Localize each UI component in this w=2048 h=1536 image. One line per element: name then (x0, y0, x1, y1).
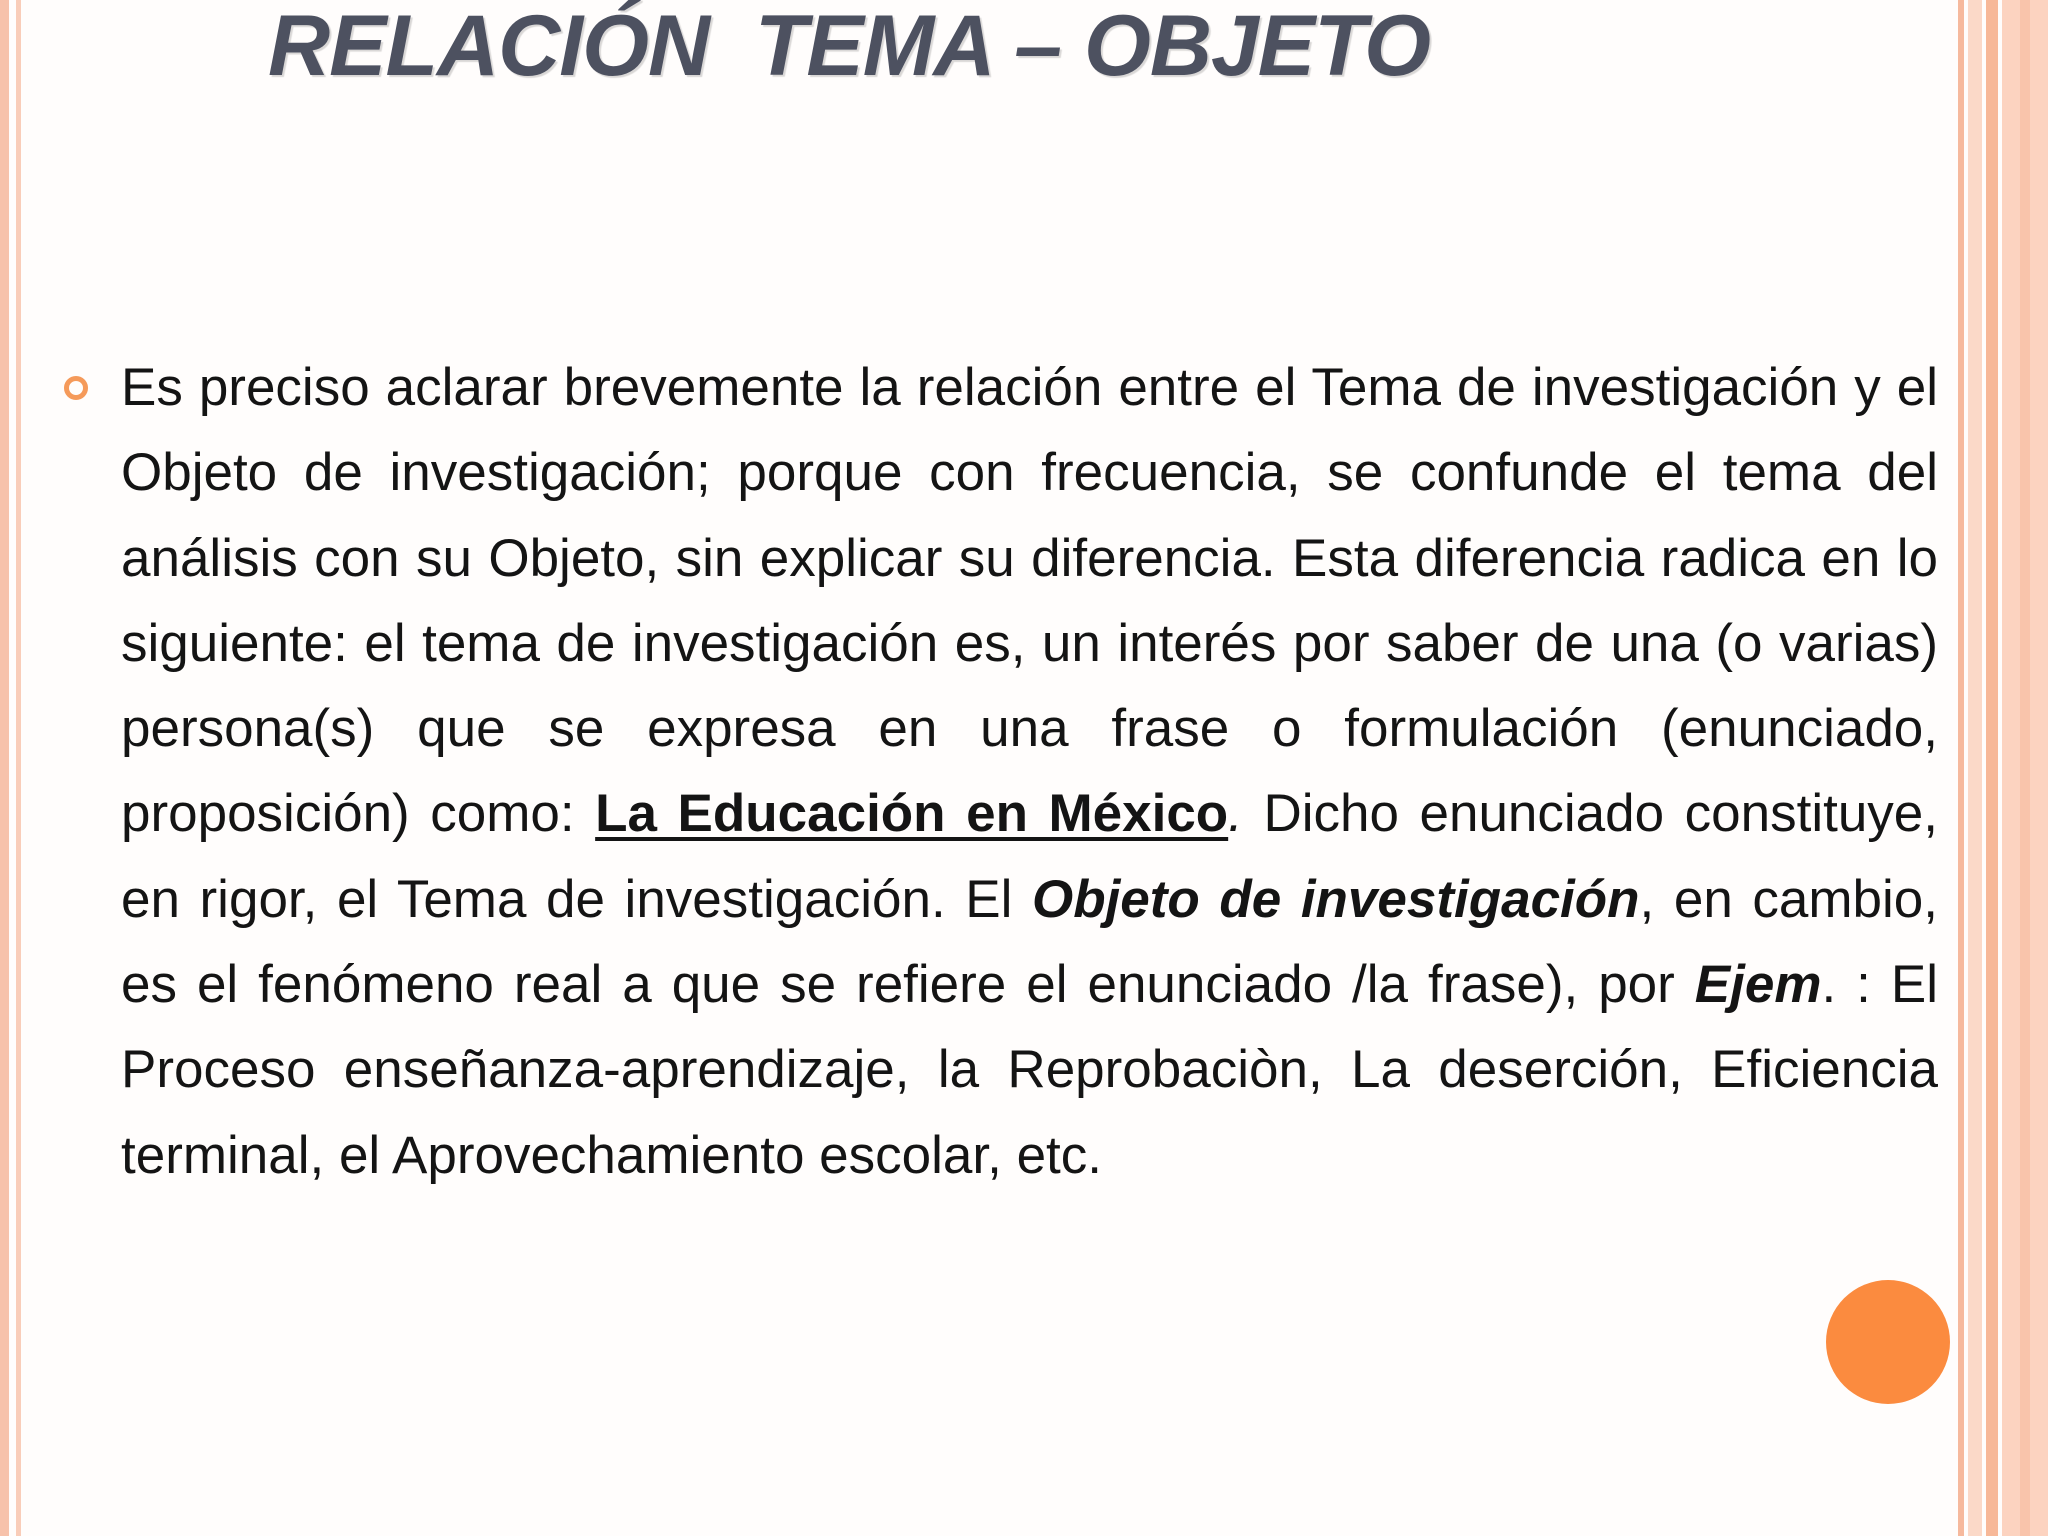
ring-bullet-icon (64, 376, 88, 400)
right-border-stripe (1958, 0, 1964, 1536)
left-border-stripe (0, 0, 9, 1536)
bullet-paragraph (121, 345, 1938, 1198)
paragraph-text-3: , en cambio, es el fenómeno real a que se refiere el enunciado /la frase), por (121, 869, 1938, 1015)
paragraph-text-1: Es preciso aclarar brevemente la relación entre el Tema de investigación y el Objeto de investigación; porque con frecuencia, se confunde el tema del análisis con su Objeto, sin explicar su diferencia. Esta diferencia radica en lo siguiente: el tema de investigación es, un interés por saber de una (o varias) persona(s) que se expresa en una frase o formulación (enunciado, proposición) como: (121, 358, 1938, 844)
paragraph-text-4: . : El Proceso enseñanza-aprendizaje, la Reprobaciòn, La deserción, Eficiencia terminal, el Aprovechamiento escolar, etc. (121, 955, 1938, 1185)
orange-circle (1826, 1280, 1950, 1404)
right-border-stripe-2 (1986, 0, 1998, 1536)
left-border-stripe-inner (16, 0, 21, 1536)
paragraph-punct: . (1228, 784, 1243, 844)
right-border-band (1968, 0, 1982, 1536)
slide-title: RELACIÓN TEMA – OBJETO (268, 0, 1431, 94)
example-topic: La Educación en México (595, 784, 1229, 844)
ejem-term: Ejem (1694, 955, 1822, 1015)
right-border-stripe-3 (2020, 0, 2030, 1536)
objeto-term: Objeto de investigación (1031, 869, 1640, 929)
paragraph-text-2: Dicho enunciado constituye, en rigor, el Tema de investigación. El (121, 784, 1939, 929)
